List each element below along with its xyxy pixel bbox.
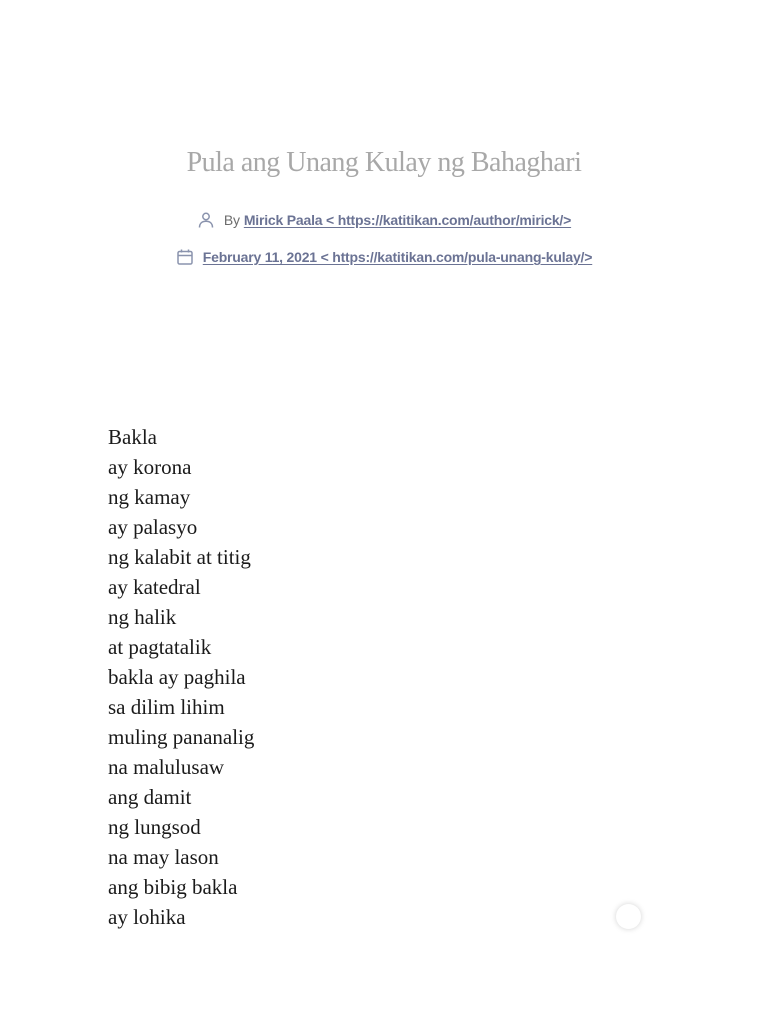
poem-line: ay palasyo bbox=[108, 515, 198, 539]
post-date-meta bbox=[0, 245, 768, 269]
poem-line: ng halik bbox=[108, 605, 177, 629]
poem-line: sa dilim lihim bbox=[108, 695, 225, 719]
poem-line: ng lungsod bbox=[108, 815, 201, 839]
date-link[interactable]: February 11, 2021 < https://katitikan.com/pula-unang-kulay/> bbox=[202, 249, 593, 265]
floating-action-button[interactable] bbox=[616, 904, 641, 929]
poem-line: ay korona bbox=[108, 455, 192, 479]
poem-line: ng kalabit at titig bbox=[108, 545, 251, 569]
by-label: By bbox=[223, 212, 240, 228]
poem-line: ang bibig bakla bbox=[108, 875, 238, 899]
poem-line: Bakla bbox=[108, 425, 157, 449]
poem-line: ng kamay bbox=[108, 485, 191, 509]
poem-line: ay katedral bbox=[108, 575, 201, 599]
poem-line: at pagtatalik bbox=[108, 635, 212, 659]
calendar-icon bbox=[176, 248, 194, 266]
poem-line: na may lason bbox=[108, 845, 219, 869]
poem-line: na malulusaw bbox=[108, 755, 225, 779]
post-author-meta bbox=[0, 208, 768, 232]
poem-line: ay lohika bbox=[108, 905, 186, 929]
post-title: Pula ang Unang Kulay ng Bahaghari bbox=[186, 147, 582, 178]
poem-line: muling pananalig bbox=[108, 725, 255, 749]
poem-line: ang damit bbox=[108, 785, 192, 809]
poem-line: bakla ay paghila bbox=[108, 665, 246, 689]
author-link[interactable]: Mirick Paala < https://katitikan.com/author/mirick/> bbox=[243, 212, 572, 228]
person-icon bbox=[197, 211, 215, 229]
poem-body bbox=[108, 422, 254, 932]
